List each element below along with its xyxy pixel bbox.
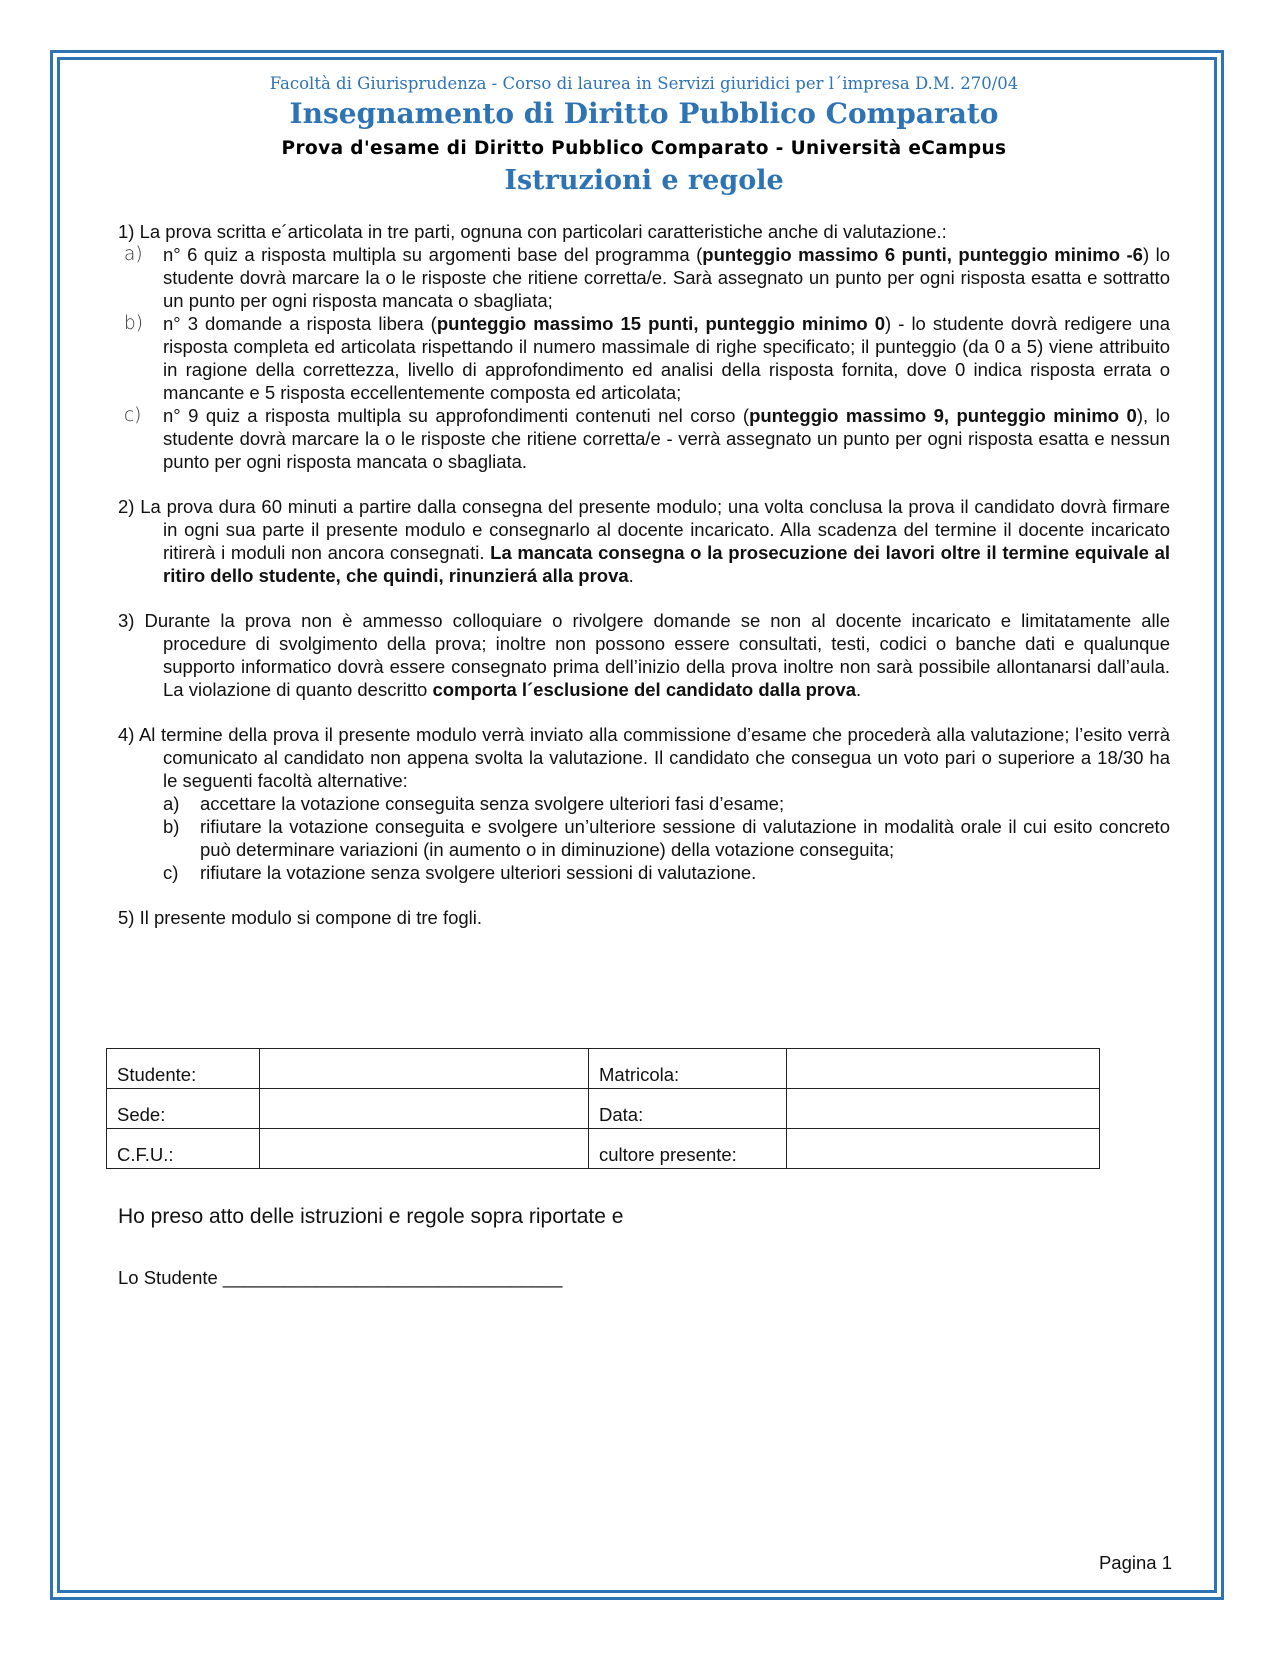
sede-field[interactable]: [260, 1089, 589, 1129]
data-label: Data:: [589, 1089, 787, 1129]
cfu-field[interactable]: [260, 1129, 589, 1169]
item-label: b): [124, 313, 143, 334]
course-title: Insegnamento di Diritto Pubblico Comparato: [289, 97, 999, 130]
instructions: [118, 220, 1170, 929]
section-2-text: 2) La prova dura 60 minuti a partire dalla consegna del presente modulo; una volta conclusa la prova il candidato dovrà firmare in ogni sua parte il presente modulo e consegnarlo al docente incaricato. Alla scadenza del termine il docente incaricato ritirerà i moduli non ancora consegnati.: [118, 496, 1170, 563]
section-2-bold: La mancata consegna o la prosecuzione dei lavori oltre il termine equivale al ritiro dello studente, che quindi, rinunzierá alla prova: [163, 542, 1170, 586]
item-text: n° 3 domande a risposta libera (: [163, 313, 437, 334]
item-label: c): [124, 405, 142, 426]
item-text: ), lo studente dovrà marcare la o le risposte che ritiene corretta/e - verrà assegnato un punto per ogni risposta esatta e nessun punto per ogni risposta mancata o sbagliata.: [163, 405, 1170, 472]
item-bold-text: punteggio massimo 9, punteggio minimo 0: [749, 405, 1137, 426]
item-bold-text: punteggio massimo 6 punti, punteggio minimo -6: [702, 244, 1143, 265]
cultore-field[interactable]: [787, 1129, 1100, 1169]
item-label: c): [163, 862, 179, 883]
section-3-bold: comporta l´esclusione del candidato dalla prova: [432, 679, 857, 700]
section-2: [118, 495, 1170, 587]
section-1-intro: 1) La prova scritta e´articolata in tre parti, ognuna con particolari caratteristiche anche di valutazione.:: [118, 221, 947, 242]
matricola-field[interactable]: [787, 1049, 1100, 1089]
section-5: 5) Il presente modulo si compone di tre fogli.: [118, 907, 483, 928]
sede-label: Sede:: [107, 1089, 260, 1129]
section-3-text: 3) Durante la prova non è ammesso colloquiare o rivolgere domande se non al docente incaricato e limitatamente alle procedure di svolgimento della prova; inoltre non possono essere consultati, testi, codici o banche dati e qualunque supporto informatico dovrà essere consegnato prima dell’inizio della prova inoltre non sarà possibile allontanarsi dall’aula. La violazione di quanto descritto: [118, 610, 1170, 700]
item-bold-text: punteggio massimo 15 punti, punteggio minimo 0: [436, 313, 886, 334]
item-text: n° 6 quiz a risposta multipla su argomenti base del programma (: [163, 244, 703, 265]
cultore-label: cultore presente:: [589, 1129, 787, 1169]
cfu-label: C.F.U.:: [107, 1129, 260, 1169]
matricola-label: Matricola:: [589, 1049, 787, 1089]
data-field[interactable]: [787, 1089, 1100, 1129]
item-text: n° 9 quiz a risposta multipla su approfondimenti contenuti nel corso (: [163, 405, 750, 426]
item-label: a): [124, 244, 143, 265]
section-1-item-c: [118, 404, 1170, 473]
table-row: [107, 1129, 1100, 1169]
document-content: [118, 72, 1170, 929]
rules-title: Istruzioni e regole: [504, 165, 784, 196]
item-text: accettare la votazione conseguita senza svolgere ulteriori fasi d’esame;: [200, 793, 785, 814]
page-number: Pagina 1: [1098, 1552, 1172, 1573]
table-row: [107, 1049, 1100, 1089]
item-text: rifiutare la votazione senza svolgere ulteriori sessioni di valutazione.: [200, 862, 757, 883]
section-1-item-b: [118, 312, 1170, 404]
item-label: a): [163, 793, 180, 814]
section-3-end: .: [856, 679, 862, 700]
section-3: [118, 609, 1170, 701]
section-1-item-a: [118, 243, 1170, 312]
section-4-item-b: [118, 815, 1170, 861]
section-4-item-a: [118, 792, 1170, 815]
faculty-heading: Facoltà di Giurisprudenza - Corso di laurea in Servizi giuridici per l´impresa D.M. 270/04: [269, 74, 1019, 93]
item-text: rifiutare la votazione conseguita e svolgere un’ulteriore sessione di valutazione in modalità orale il cui esito concreto può determinare variazioni (in aumento o in diminuzione) della votazione conseguita;: [200, 816, 1170, 860]
item-label: b): [163, 816, 180, 837]
item-text: ) lo studente dovrà marcare la o le risposte che ritiene corretta/e. Sarà assegnato un punto per ogni risposta esatta e sottratto un punto per ogni risposta mancata o sbagliata;: [163, 244, 1170, 311]
table-row: [107, 1089, 1100, 1129]
student-label: Studente:: [107, 1049, 260, 1089]
student-info-table: [106, 1048, 1100, 1169]
section-4-intro: 4) Al termine della prova il presente modulo verrà inviato alla commissione d’esame che procederà alla valutazione; l’esito verrà comunicato al candidato non appena svolta la valutazione. Il candidato che consegua un voto pari o superiore a 18/30 ha le seguenti facoltà alternative:: [118, 724, 1170, 791]
student-signature-line[interactable]: Lo Studente _________________________________: [118, 1267, 563, 1288]
acknowledgement-text: Ho preso atto delle istruzioni e regole sopra riportate e: [118, 1205, 624, 1228]
item-text: ) - lo studente dovrà redigere una risposta completa ed articolata rispettando il numero massimale di righe specificato; il punteggio (da 0 a 5) viene attribuito in ragione della correttezza, livello di approfondimento ed analisi della risposta fornita, dove 0 indica risposta errata o mancante e 5 risposta eccellentemente composta ed articolata;: [163, 313, 1170, 403]
section-4-item-c: [118, 861, 1170, 884]
exam-title: Prova d'esame di Diritto Pubblico Comparato - Università eCampus: [281, 138, 1007, 159]
student-field[interactable]: [260, 1049, 589, 1089]
section-2-end: .: [628, 565, 634, 586]
